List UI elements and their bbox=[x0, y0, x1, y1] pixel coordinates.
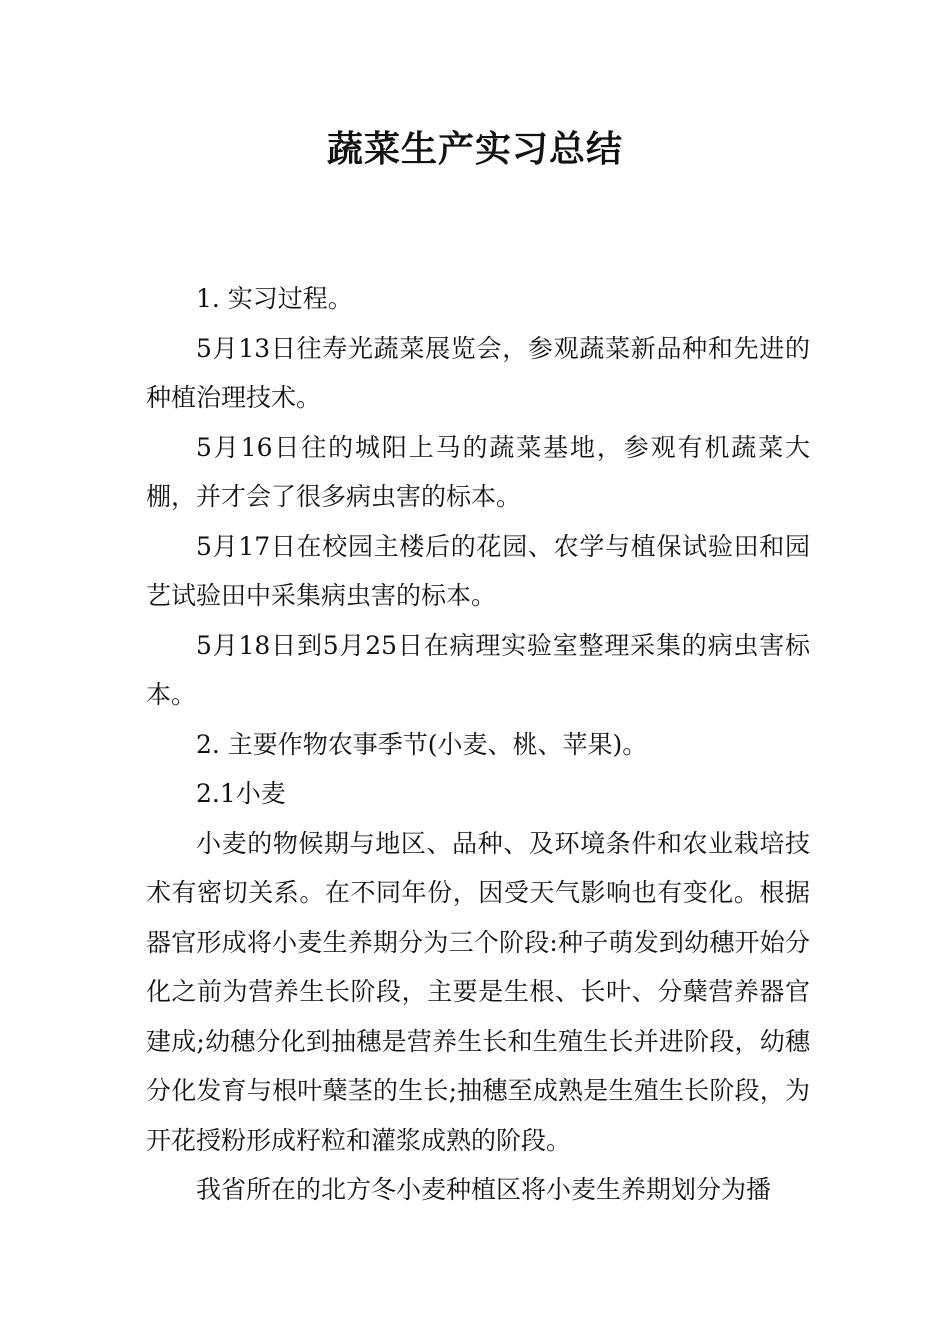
paragraph-may-18-25: 5月18日到5月25日在病理实验室整理采集的病虫害标本。 bbox=[146, 630, 810, 709]
paragraph-wheat-phenology: 小麦的物候期与地区、品种、及环境条件和农业栽培技术有密切关系。在不同年份，因受天气影响也有变化。根据器官形成将小麦生养期分为三个阶段:种子萌发到幼穗开始分化之前为营养生长阶段，主要是生根、长叶、分蘖营养器官建成;幼穗分化到抽穗是营养生长和生殖生长并进阶段，幼穗分化发育与根叶蘖茎的生长;抽穗至成熟是生殖生长阶段，为开花授粉形成籽粒和灌浆成熟的阶段。 bbox=[146, 828, 810, 1155]
paragraph-may-17: 5月17日在校园主楼后的花园、农学与植保试验田和园艺试验田中采集病虫害的标本。 bbox=[146, 531, 810, 610]
paragraph-northern-winter-wheat: 我省所在的北方冬小麦种植区将小麦生养期划分为播 bbox=[196, 1175, 772, 1204]
document-title: 蔬菜生产实习总结 bbox=[326, 129, 623, 170]
section-heading-1: 1. 实习过程。 bbox=[196, 284, 353, 313]
subsection-heading-2-1: 2.1小麦 bbox=[196, 779, 286, 808]
paragraph-may-13: 5月13日往寿光蔬菜展览会，参观蔬菜新品种和先进的种植治理技术。 bbox=[146, 333, 810, 412]
section-heading-2: 2. 主要作物农事季节(小麦、桃、苹果)。 bbox=[196, 729, 648, 759]
document-body bbox=[146, 274, 810, 1215]
paragraph-may-16: 5月16日往的城阳上马的蔬菜基地，参观有机蔬菜大棚，并才会了很多病虫害的标本。 bbox=[146, 432, 810, 511]
